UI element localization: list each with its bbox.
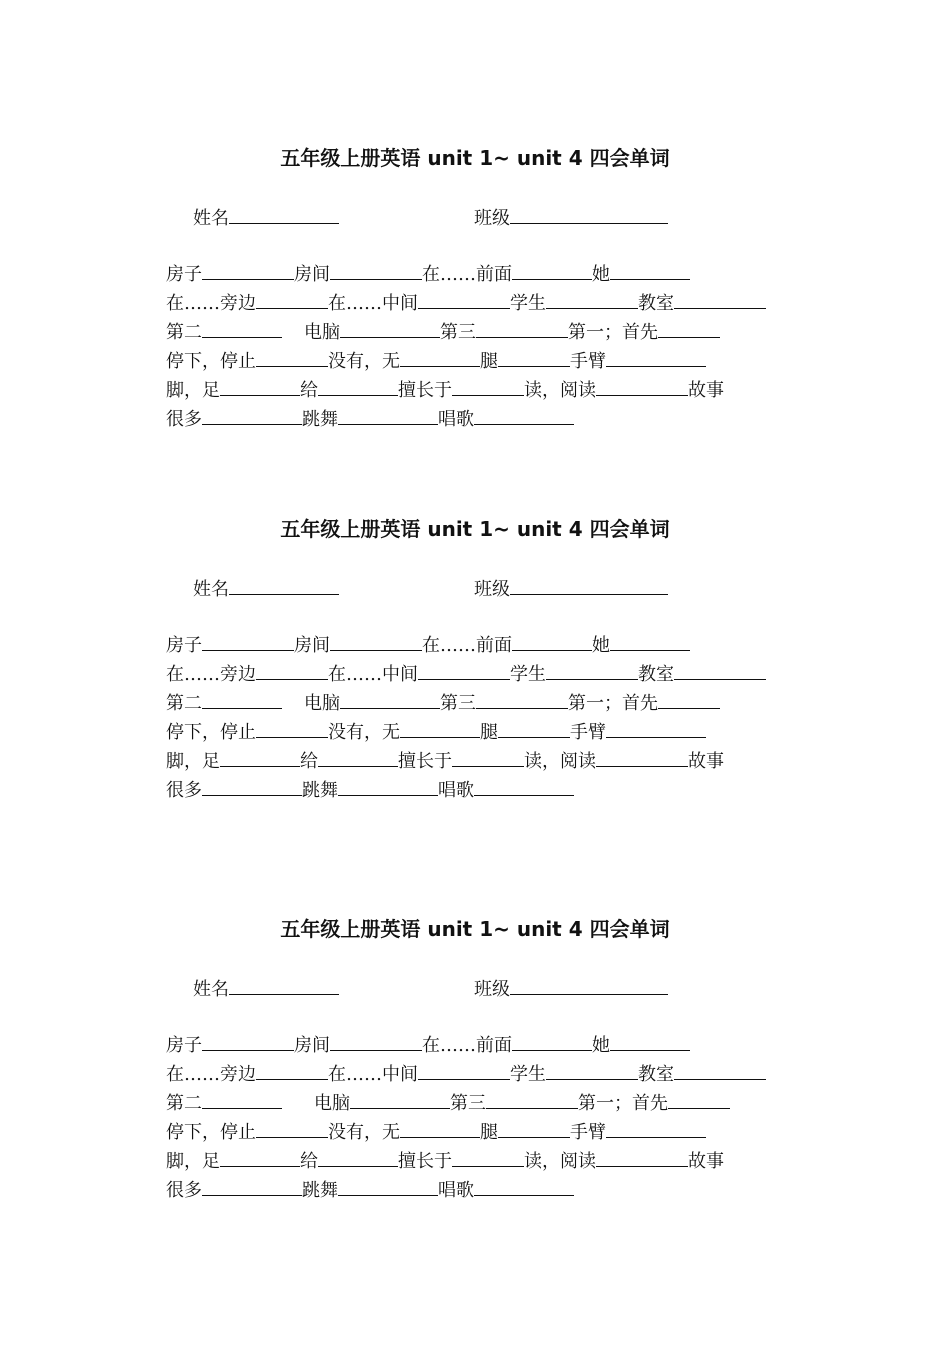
answer-blank[interactable]	[486, 1091, 578, 1109]
word-row	[166, 1178, 574, 1202]
answer-blank[interactable]	[318, 749, 398, 767]
word-prompt: 停下，停止	[166, 351, 256, 372]
word-prompt: 故事	[688, 1151, 724, 1172]
word-prompt: 她	[592, 264, 610, 285]
answer-blank[interactable]	[610, 633, 690, 651]
answer-blank[interactable]	[596, 1149, 688, 1167]
answer-blank[interactable]	[202, 262, 294, 280]
answer-blank[interactable]	[330, 633, 422, 651]
name-label: 姓名	[193, 979, 229, 1000]
answer-blank[interactable]	[674, 1062, 766, 1080]
answer-blank[interactable]	[338, 1178, 438, 1196]
word-prompt: 停下，停止	[166, 722, 256, 743]
word-prompt: 给	[300, 1151, 318, 1172]
answer-blank[interactable]	[418, 662, 510, 680]
word-prompt: 唱歌	[438, 780, 474, 801]
word-prompt: 读，阅读	[524, 1151, 596, 1172]
answer-blank[interactable]	[220, 749, 300, 767]
word-row	[166, 1149, 724, 1173]
word-prompt: 擅长于	[398, 751, 452, 772]
word-prompt: 学生	[510, 293, 546, 314]
word-prompt: 在……前面	[422, 635, 512, 656]
answer-blank[interactable]	[256, 662, 328, 680]
word-row	[166, 778, 574, 802]
answer-blank[interactable]	[606, 720, 706, 738]
word-prompt: 第三	[450, 1093, 486, 1114]
word-prompt: 故事	[688, 380, 724, 401]
word-prompt: 她	[592, 635, 610, 656]
class-blank[interactable]	[510, 977, 668, 995]
word-row	[166, 1120, 706, 1144]
answer-blank[interactable]	[256, 349, 328, 367]
name-blank[interactable]	[229, 977, 339, 995]
word-prompt: 在……旁边	[166, 664, 256, 685]
answer-blank[interactable]	[202, 633, 294, 651]
answer-blank[interactable]	[202, 691, 282, 709]
word-prompt: 在……前面	[422, 264, 512, 285]
answer-blank[interactable]	[400, 349, 480, 367]
name-label: 姓名	[193, 208, 229, 229]
answer-blank[interactable]	[340, 320, 440, 338]
word-prompt: 第三	[440, 693, 476, 714]
worksheet-title: 五年级上册英语 unit 1~ unit 4 四会单词	[280, 917, 670, 941]
word-prompt: 手臂	[570, 722, 606, 743]
answer-blank[interactable]	[256, 1062, 328, 1080]
word-prompt: 房间	[294, 1035, 330, 1056]
word-prompt: 她	[592, 1035, 610, 1056]
name-blank[interactable]	[229, 577, 339, 595]
word-prompt: 跳舞	[302, 1180, 338, 1201]
word-prompt: 没有，无	[328, 351, 400, 372]
class-blank[interactable]	[510, 206, 668, 224]
class-label: 班级	[474, 208, 510, 229]
answer-blank[interactable]	[512, 633, 592, 651]
word-prompt: 脚，足	[166, 1151, 220, 1172]
word-row	[166, 720, 706, 744]
answer-blank[interactable]	[596, 749, 688, 767]
answer-blank[interactable]	[256, 1120, 328, 1138]
name-field[interactable]	[193, 577, 339, 601]
word-prompt: 在……中间	[328, 293, 418, 314]
word-prompt: 教室	[638, 1064, 674, 1085]
word-prompt: 很多	[166, 1180, 202, 1201]
word-prompt: 给	[300, 380, 318, 401]
word-prompt: 第二	[166, 1093, 202, 1114]
word-row	[166, 633, 690, 657]
word-prompt: 没有，无	[328, 1122, 400, 1143]
answer-blank[interactable]	[658, 320, 720, 338]
word-prompt: 学生	[510, 1064, 546, 1085]
answer-blank[interactable]	[674, 291, 766, 309]
answer-blank[interactable]	[476, 691, 568, 709]
answer-blank[interactable]	[452, 378, 524, 396]
class-field[interactable]	[474, 977, 668, 1001]
answer-blank[interactable]	[338, 407, 438, 425]
class-label: 班级	[474, 579, 510, 600]
word-prompt: 没有，无	[328, 722, 400, 743]
word-prompt: 唱歌	[438, 409, 474, 430]
word-row	[166, 691, 720, 715]
word-row	[166, 1033, 690, 1057]
answer-blank[interactable]	[474, 778, 574, 796]
worksheet-title: 五年级上册英语 unit 1~ unit 4 四会单词	[280, 517, 670, 541]
answer-blank[interactable]	[340, 691, 440, 709]
word-row	[166, 407, 574, 431]
word-prompt: 在……中间	[328, 1064, 418, 1085]
word-row	[166, 749, 724, 773]
answer-blank[interactable]	[202, 1091, 282, 1109]
answer-blank[interactable]	[220, 1149, 300, 1167]
answer-blank[interactable]	[452, 1149, 524, 1167]
answer-blank[interactable]	[202, 778, 302, 796]
answer-blank[interactable]	[610, 262, 690, 280]
name-field[interactable]	[193, 977, 339, 1001]
answer-blank[interactable]	[202, 320, 282, 338]
answer-blank[interactable]	[418, 1062, 510, 1080]
word-prompt: 手臂	[570, 351, 606, 372]
word-prompt: 唱歌	[438, 1180, 474, 1201]
word-prompt: 房间	[294, 635, 330, 656]
answer-blank[interactable]	[202, 1033, 294, 1051]
answer-blank[interactable]	[330, 262, 422, 280]
answer-blank[interactable]	[202, 1178, 302, 1196]
word-prompt: 读，阅读	[524, 380, 596, 401]
answer-blank[interactable]	[512, 262, 592, 280]
answer-blank[interactable]	[452, 749, 524, 767]
answer-blank[interactable]	[400, 720, 480, 738]
word-row	[166, 1091, 730, 1115]
answer-blank[interactable]	[256, 720, 328, 738]
answer-blank[interactable]	[606, 1120, 706, 1138]
word-prompt: 在……旁边	[166, 1064, 256, 1085]
word-prompt: 第一；首先	[568, 322, 658, 343]
answer-blank[interactable]	[546, 1062, 638, 1080]
answer-blank[interactable]	[668, 1091, 730, 1109]
answer-blank[interactable]	[400, 1120, 480, 1138]
word-prompt: 手臂	[570, 1122, 606, 1143]
word-row	[166, 320, 720, 344]
word-prompt: 脚，足	[166, 380, 220, 401]
word-prompt: 第二	[166, 322, 202, 343]
answer-blank[interactable]	[318, 378, 398, 396]
word-prompt: 教室	[638, 664, 674, 685]
word-prompt: 电脑	[314, 1093, 350, 1114]
word-prompt: 电脑	[304, 693, 340, 714]
word-row	[166, 1062, 766, 1086]
word-prompt: 房子	[166, 635, 202, 656]
word-prompt: 学生	[510, 664, 546, 685]
answer-blank[interactable]	[338, 778, 438, 796]
word-prompt: 教室	[638, 293, 674, 314]
class-blank[interactable]	[510, 577, 668, 595]
word-prompt: 腿	[480, 1122, 498, 1143]
word-prompt: 房子	[166, 264, 202, 285]
word-prompt: 很多	[166, 409, 202, 430]
word-row	[166, 262, 690, 286]
word-prompt: 在……旁边	[166, 293, 256, 314]
word-prompt: 给	[300, 751, 318, 772]
word-prompt: 跳舞	[302, 780, 338, 801]
answer-blank[interactable]	[546, 291, 638, 309]
answer-blank[interactable]	[318, 1149, 398, 1167]
word-row	[166, 378, 724, 402]
answer-blank[interactable]	[610, 1033, 690, 1051]
worksheet-title: 五年级上册英语 unit 1~ unit 4 四会单词	[280, 146, 670, 170]
word-row	[166, 349, 706, 373]
word-row	[166, 291, 766, 315]
word-prompt: 故事	[688, 751, 724, 772]
answer-blank[interactable]	[418, 291, 510, 309]
word-prompt: 擅长于	[398, 380, 452, 401]
word-prompt: 腿	[480, 722, 498, 743]
class-label: 班级	[474, 979, 510, 1000]
word-prompt: 第一；首先	[578, 1093, 668, 1114]
answer-blank[interactable]	[256, 291, 328, 309]
word-row	[166, 662, 766, 686]
word-prompt: 第一；首先	[568, 693, 658, 714]
answer-blank[interactable]	[512, 1033, 592, 1051]
class-field[interactable]	[474, 577, 668, 601]
class-field[interactable]	[474, 206, 668, 230]
answer-blank[interactable]	[202, 407, 302, 425]
word-prompt: 房子	[166, 1035, 202, 1056]
word-prompt: 擅长于	[398, 1151, 452, 1172]
word-prompt: 在……前面	[422, 1035, 512, 1056]
word-prompt: 停下，停止	[166, 1122, 256, 1143]
name-label: 姓名	[193, 579, 229, 600]
word-prompt: 腿	[480, 351, 498, 372]
answer-blank[interactable]	[498, 720, 570, 738]
word-prompt: 在……中间	[328, 664, 418, 685]
word-prompt: 脚，足	[166, 751, 220, 772]
word-prompt: 第三	[440, 322, 476, 343]
answer-blank[interactable]	[476, 320, 568, 338]
word-prompt: 跳舞	[302, 409, 338, 430]
answer-blank[interactable]	[220, 378, 300, 396]
word-prompt: 读，阅读	[524, 751, 596, 772]
name-blank[interactable]	[229, 206, 339, 224]
answer-blank[interactable]	[498, 349, 570, 367]
answer-blank[interactable]	[546, 662, 638, 680]
answer-blank[interactable]	[658, 691, 720, 709]
word-prompt: 电脑	[304, 322, 340, 343]
name-field[interactable]	[193, 206, 339, 230]
word-prompt: 很多	[166, 780, 202, 801]
answer-blank[interactable]	[596, 378, 688, 396]
answer-blank[interactable]	[674, 662, 766, 680]
answer-blank[interactable]	[606, 349, 706, 367]
answer-blank[interactable]	[474, 1178, 574, 1196]
answer-blank[interactable]	[350, 1091, 450, 1109]
answer-blank[interactable]	[474, 407, 574, 425]
word-prompt: 第二	[166, 693, 202, 714]
answer-blank[interactable]	[330, 1033, 422, 1051]
answer-blank[interactable]	[498, 1120, 570, 1138]
word-prompt: 房间	[294, 264, 330, 285]
